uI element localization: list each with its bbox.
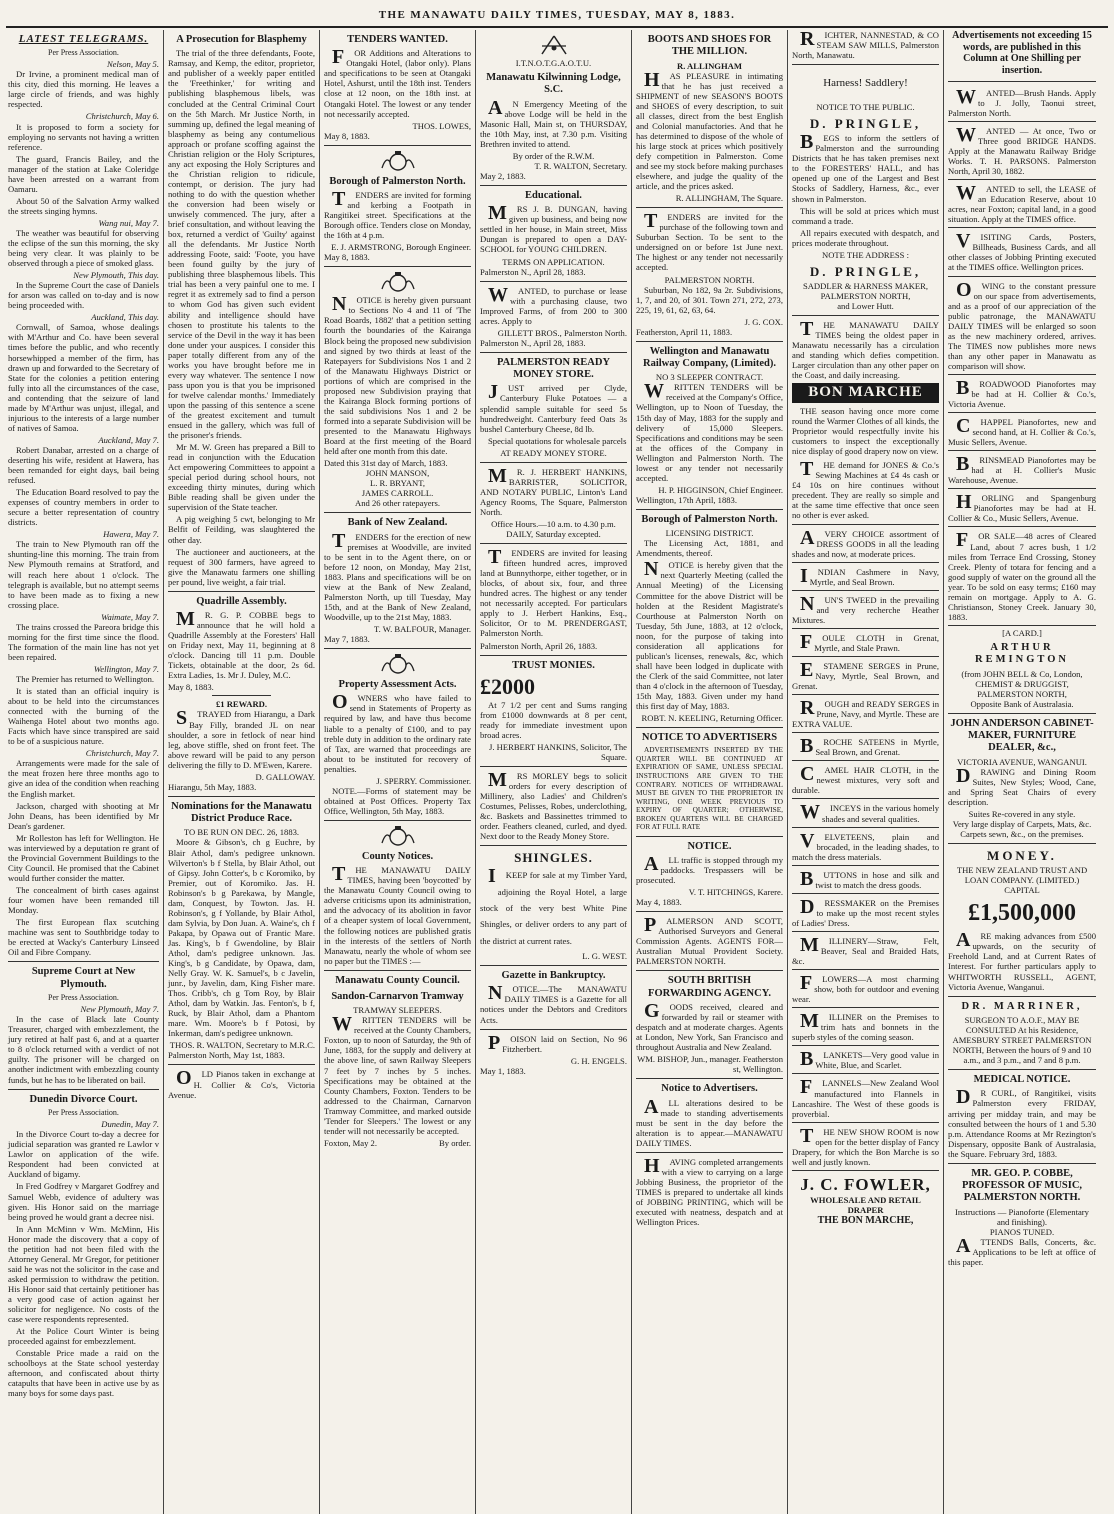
ad-text: TERMS ON APPLICATION. [502, 256, 605, 267]
ad-text: and Lower Hutt. [837, 301, 894, 312]
section-title: Dunedin Divorce Court. [29, 1093, 138, 1105]
draper-item: BUTTONS in hose and silk and twist to match the dress goods. [792, 868, 939, 894]
telegram-text: The Education Board resolved to pay the expenses of country members in order to secure a better representation of country districts. [8, 487, 159, 528]
dateline: Hawera, May 7. [103, 529, 159, 540]
draper-item: AVERY CHOICE assortment of DRESS GOODS in all the leading shades and now, at moderate prices. [792, 527, 939, 563]
ad-signature: THOS. R. WALTON, Secretary to M.R.C. [169, 1040, 315, 1051]
divider [948, 1163, 1096, 1164]
divider [480, 965, 627, 966]
section-title: LATEST TELEGRAMS. [18, 33, 149, 45]
ad-subheading: NOTICE TO THE PUBLIC. [816, 102, 915, 112]
dateline: Auckland, May 7. [98, 434, 159, 445]
column-1 [4, 30, 164, 1514]
ad-text: BEGS to inform the settlers of Palmerston and the surrounding Districts that he has taken premises next to the FORESTERS' HALL, and has opened up one of the Largest and Best Stocks of Saddlery, Harness, &c., ever shown in Palmerston. [792, 131, 939, 204]
dateline: Christchurch, May 7. [85, 748, 159, 759]
ad-signature: JOHN MANSON, [365, 468, 430, 479]
draper-item: THE NEW SHOW ROOM is now open for the better display of Fancy Drapery, for which the Bon Marche is so well and justly known. [792, 1125, 939, 1171]
column-5 [632, 30, 788, 1514]
section-title: Notice to Advertisers. [661, 1083, 758, 1095]
ad-signature: JAMES CARROLL. [361, 488, 434, 499]
classified-item: OWING to the constant pressure on our space from advertisements, and as a proof of our appreciation of the public patronage, the MANAWATU DAILY TIMES will be enlarged so soon as the new machinery ordered, arrives. The TIMES now publishes more news than any other paper in Manawatu as comparison will show. [948, 279, 1096, 375]
ad-text: The Licensing Act, 1881, and Amendments, thereof. [636, 538, 783, 559]
telegram-text: The first European flax scutching machine was sent to Southbridge today to be erected at Wacky's Canterbury Linseed Oil and Fibre Company. [8, 917, 159, 958]
column-2 [164, 30, 320, 1514]
telegram-text: The trains crossed the Pareora bridge this morning for the first time since the flood. The formation of the main line has not yet been repaired. [8, 621, 159, 662]
ad-text: Suburban, No 182, 9a 2r. Subdivisions, 1, 7, and 20, of 301. Town 271, 272, 273, 225, 19, 61, 62, 63, 64. [636, 284, 783, 315]
ad-signature: T. W. BALFOUR, Manager. [374, 624, 471, 634]
divider [480, 185, 627, 186]
section-title: MEDICAL NOTICE. [973, 1074, 1071, 1086]
ad-text: WRITTEN TENDERS will be received at the County Chambers, Foxton, up to noon of Saturday, the 9th of June, 1883, for the supply and delivery at the above line, of sawn Railway Sleepers 7 feet by 7 inches by 5 inches. Specifications may be obtained at the County Chambers, Foxton. Tenders to be addressed to the Chairman, Carnarvon Tramway Committee, and marked outside 'Tender for Sleepers.' The lowest or any tender will not necessarily be accepted. [324, 1013, 471, 1136]
article-text: A pig weighing 5 cwt, belonging to Mr Belfit of Feilding, was slaughtered the other day. [168, 514, 315, 545]
section-title: A Prosecution for Blasphemy [176, 34, 307, 45]
ad-subheading: PALMERSTON NORTH. [664, 274, 755, 285]
ad-text: Very large display of Carpets, Mats, &c. [952, 818, 1092, 829]
divider [792, 315, 939, 316]
ad-signature: H. P. HIGGINSON, Chief Engineer. [658, 484, 783, 495]
ad-text: THE season having once more come round the Warmer Clothes of all kinds, the Proprietor would respectfully invite his customers to inspect the exceptionally nice display of good drapery now on view. [792, 405, 939, 457]
ad-text: By order of the R.W.M. [512, 150, 595, 161]
ad-text: TENDERS for the erection of new premises at Woodville, are invited to be sent in to the Agent there, on or before 12 noon, on Monday, May 21st, 1883. Plans and specifications will be on view at the Bank of New Zealand, Palmerston North, up till Tuesday, May 15th, and at the Bank of New Zealand, Woodville, up to the 21st May, 1883. [324, 529, 471, 622]
classified-item: WANTED to sell, the LEASE of an Education Reserve, about 10 acres, near Foxton; capital land, in a good situation. Apply at the TIMES office. [948, 182, 1096, 228]
article-text: Mr M. W. Green has prepared a Bill to read in conjunction with the Education Act empowering Committees to appoint a special period during school hours, not exceeding thirty minutes, during which Bible reading shall be given under the supervision of the State teacher. [168, 442, 315, 513]
draper-item: WINCEYS in the various homely shades and several qualities. [792, 801, 939, 827]
ad-date: Palmerston N., April 28, 1883. [480, 337, 586, 348]
section-title: Sandon-Carnarvon Tramway [331, 990, 464, 1002]
ad-date: Dated this 31st day of March, 1883. [324, 458, 448, 469]
column-3 [320, 30, 476, 1514]
ad-signature: GILLETT BROS., Palmerston North. [497, 327, 627, 338]
draper-item: VELVETEENS, plain and brocaded, in the leading shades, to match the dress materials. [792, 830, 939, 866]
divider [324, 145, 471, 146]
ad-heading: R. ALLINGHAM [677, 60, 742, 71]
ad-text: AT READY MONEY STORE. [500, 447, 607, 458]
section-title: SHINGLES. [514, 850, 593, 866]
ad-banner: BON MARCHE [792, 383, 939, 403]
section-title: Manawatu County Council. [335, 974, 460, 986]
dateline: New Plymouth, May 7. [80, 1004, 159, 1015]
ad-subheading: LICENSING DISTRICT. [665, 528, 754, 539]
ad-text: RICHTER, NANNESTAD, & CO STEAM SAW MILLS, Palmerston North, Manawatu. [792, 30, 939, 61]
ad-text: PALMERSON AND SCOTT, Authorised Surveyors and General Commission Agents. AGENTS FOR—Australian Mutual Provident Society. PALMERSTON NORTH. [636, 914, 783, 967]
ad-text: TENDERS are invited for forming and kerbing a Footpath in Rangitikei street. Specifications at the Borough office. Tenders close on Monday, the 16th at 4 p.m. [324, 187, 471, 241]
ad-signature: WM. BISHOP, Jun., manager. Featherston st, Wellington. [637, 1054, 783, 1075]
lodge-code: I.T.N.O.T.G.A.O.T.U. [515, 58, 592, 68]
section-title: Bank of New Zealand. [347, 517, 448, 529]
classified-list [948, 86, 1096, 626]
ad-heading: J. C. FOWLER, [800, 1174, 931, 1194]
classified-item: FOR SALE—48 acres of Cleared Land, about 7 acres bush, 1 1/2 miles from Terrace End Crossing, Stoney Creek. Plenty of totara for fencing and a good supply of water on the ground all the year. To be sold on easy terms; £160 may remain on mortgage. Apply to A. G. Christianson, Stoney Creek. January 30, 1883. [948, 529, 1096, 625]
ad-date: Featherston, April 11, 1883. [636, 326, 733, 337]
masthead: THE MANAWATU DAILY TIMES, TUESDAY, MAY 8, 1883. [6, 4, 1108, 28]
ad-text: PALMERSTON NORTH, [820, 291, 911, 302]
ad-text: POISON laid on Section, No 96 Fitzherbert. [488, 1031, 627, 1054]
divider [324, 970, 471, 971]
section-title: Educational. [525, 189, 582, 201]
classified-item: BRINSMEAD Pianofortes may be had at H. Collier's Music Warehouse, Avenue. [948, 453, 1096, 489]
ad-text: OWNERS who have failed to send in Statements of Property as required by law, and have thus become liable to a penalty of £100, and to pay treble duty in addition to the ordinary rate of Tax, are warned that proceedings are about to be instituted for recovery of penalties. [324, 691, 471, 774]
ad-date: Foxton, May 2. [324, 1137, 377, 1148]
telegram-text: Arrangements were made for the sale of the meat frozen here three months ago to give an idea of the condition when reaching the English market. [8, 758, 159, 799]
ad-text: SADDLER & HARNESS MAKER, [802, 281, 929, 292]
ad-text: MRS J. B. DUNGAN, having given up business, and being now settled in her house, in Main street, Miss Dungan is prepared to open a DAY-SCHOOL for YOUNG CHILDREN. [480, 202, 627, 255]
ad-subheading: TRAMWAY SLEEPERS. [353, 1005, 442, 1016]
classified-item: CHAPPEL Pianofortes, new and second hand, at H. Collier & Co.'s, Music Sellers, Avenue. [948, 415, 1096, 451]
section-title: Borough of Palmerston North. [329, 175, 466, 187]
telegram-text: The concealment of birth cases against four women have been remanded till Monday. [8, 884, 159, 916]
ad-signature: R. ALLINGHAM, The Square. [675, 193, 783, 204]
draper-item: ESTAMENE SERGES in Prune, Navy, Myrtle, Seal Brown, and Grenat. [792, 659, 939, 695]
ad-text: CAPITAL [1004, 885, 1040, 896]
ad-text: FOR Additions and Alterations to Otangaki Hotel, (labor only). Plans and specifications to be seen at Otangaki Hotel, Ashurst, until the 18th inst. Tenders close at 12 noon, on the 18th inst. at Otangaki Hotel. The lowest or any tender not necessarily accepted. [324, 46, 471, 119]
telegram-text: It is proposed to form a society for employing no servants not having a written reference. [8, 121, 159, 152]
section-title: TENDERS WANTED. [347, 34, 448, 45]
ad-signature: E. J. ARMSTRONG, Borough Engineer. [331, 242, 471, 253]
column-4 [476, 30, 632, 1514]
ad-date: May 8, 1883. [324, 130, 370, 141]
divider [480, 845, 627, 846]
divider [480, 766, 627, 767]
telegram-text: The train to New Plymouth ran off the shunting-line this morning. The train from New Plymouth remains at Stratford, and will reach here about 1 o'clock. The telegraph is available, but no attempt seems to have been made as to fixing a new crossing place. [8, 539, 159, 610]
draper-item: MILLINER on the Premises to trim hats and bonnets in the superb styles of the coming season. [792, 1010, 939, 1046]
ad-heading: D. PRINGLE, [809, 116, 922, 132]
divider [324, 266, 471, 267]
draper-item: NUN'S TWEED in the prevailing and very recherche Heather Mixtures. [792, 593, 939, 629]
telegram-text: The Premier has returned to Wellington. [16, 673, 155, 684]
divider [324, 648, 471, 649]
ad-date: May 7, 1883. [324, 634, 370, 645]
ad-text: MR. J. HERBERT HANKINS, BARRISTER, SOLICITOR, AND NOTARY PUBLIC, Linton's Land Agency Rooms, The Square, Palmerston North. [480, 464, 627, 517]
section-title: Quadrille Assembly. [196, 595, 287, 607]
ad-signature: D. GALLOWAY. [255, 771, 315, 782]
ad-date: May 8, 1883. [324, 252, 370, 263]
divider [636, 727, 783, 728]
divider [636, 1078, 783, 1079]
column-7 [944, 30, 1100, 1514]
ad-heading: ARTHUR REMINGTON [975, 641, 1069, 666]
section-title: Borough of Palmerston North. [641, 513, 778, 525]
ad-text: DRAWING and Dining Room Suites, New Styles; Wood, Cane, and Spring Seat Chairs of every description. [948, 764, 1096, 807]
ad-text: Carpets sewn, &c., on the premises. [960, 828, 1084, 839]
draper-item: CAMEL HAIR CLOTH, in the newest mixtures, very soft and durable. [792, 763, 939, 799]
telegram-text: It is stated than an official inquiry is about to be held into the circumstances connected with the burning of the Waihenga Hotel about two months ago. Facts which have since transpired are said to be of a suspicious nature. [8, 686, 159, 747]
ad-text: MRS MORLEY begs to solicit orders for every description of Millinery, also Ladies' and Children's Costumes, Pelisses, Robes, underclothing, &c. Baskets and Bassinettes trimmed to order. Feathers cleaned, curled, and dyed. Next door to the Ready Money Store. [480, 768, 627, 842]
section-title: Property Assessment Acts. [338, 679, 457, 691]
ad-text: [A CARD.] [1002, 627, 1042, 638]
divider [636, 207, 783, 208]
ad-signature: L. G. WEST. [582, 951, 627, 962]
ad-heading: DR. MARRINER, [961, 1000, 1083, 1012]
ad-text: NOTICE is hereby given pursuant to Sections No 4 and 11 of 'The Road Boards, 1882' that a petition setting fourth the boundaries of the Kairanga Block being the proposed new subdivision and signed by two thirds at least of the Ratepayers for Subdivisions Nos 1 and 2 of the Manawatu Highways District or portions of which are comprised in the proposed new Subdivision praying that the Kairanga Block forming portions of the said subdivisions Nos 1 and 2 be formed into a separate Subdivision will be presented to the Manawatu Highways Board at the first meeting of the Board held after one month from this date. [324, 293, 471, 457]
ad-text: Opposite Bank of Australasia. [970, 698, 1074, 709]
ad-date: May 1, 1883. [480, 1065, 526, 1076]
ad-text: PIANOS TUNED. [989, 1226, 1055, 1237]
ad-text: TENDERS are invited for leasing fifteen hundred acres, improved land at Bunnythorpe, either together, or in blocks, of about six, four, and three hundred acres. The highest or any tender not necessarily accepted. For particulars apply to J. Herbert Hankins, Esq., Solicitor, Or to M. PRENDERGAST, Palmerston North. [480, 546, 627, 639]
ad-text: WANTED, to purchase or lease with a purchasing clause, two Improved Farms, of from 200 to 300 acres. Apply to [480, 283, 627, 326]
draper-item: DRESSMAKER on the Premises to make up the most recent styles of Ladies' Dress. [792, 896, 939, 932]
section-title: Wellington and Manawatu Railway Company, (Limited). [642, 345, 776, 370]
divider [168, 1064, 315, 1065]
draper-item: BROCHE SATEENS in Myrtle, Seal Brown, and Grenat. [792, 735, 939, 761]
column-notice: Advertisements not exceeding 15 words, are published in this Column at One Shilling per insertion. [952, 30, 1092, 77]
divider [948, 713, 1096, 714]
article-text: At the Police Court Winter is being proceeded against for embezzlement. [8, 1326, 159, 1347]
article-text: In the Divorce Court to-day a decree for judicial separation was granted re Lawlor v Lawlor on application of the wife. Respondent had been convicted at Auckland of bigamy. [8, 1129, 159, 1180]
section-title: Manawatu Kilwinning Lodge, S.C. [486, 72, 621, 96]
ad-text: VICTORIA AVENUE, WANGANUI. [957, 756, 1087, 767]
divider [636, 911, 783, 912]
draper-item: ROUGH and READY SERGES in Prune, Navy, and Myrtle. These are EXTRA VALUE. [792, 697, 939, 733]
agency-line: Per Press Association. [48, 992, 119, 1002]
draper-item: FLANNELS—New Zealand Wool manufactured into Flannels in Lancashire. The West of these goods is proverbial. [792, 1076, 939, 1122]
royal-crest-icon [378, 271, 418, 293]
divider [636, 970, 783, 971]
draper-item: MILLINERY—Straw, Felt, Beaver, Seal and Braided Hats, &c. [792, 934, 939, 970]
ad-heading: MR. GEO. P. COBBE, PROFESSOR OF MUSIC, PALMERSTON NORTH. [961, 1167, 1083, 1204]
telegram-text: Jackson, charged with shooting at Mr John Deans, has been identified by Mr Dean's gardener. [8, 800, 159, 831]
ad-text: ARE making advances from £500 upwards, on the security of Freehold Land, and at Current Rates of Interest. For further particulars apply to WHITWORTH RUSSELL, AGENT, Victoria Avenue, Wanganui. [948, 929, 1096, 992]
ad-text: NOTE.—Forms of statement may be obtained at Post Offices. Property Tax Office, Wellington, 5th May, 1883. [324, 785, 471, 816]
draper-item: BLANKETS—Very good value in White, Blue, and Scarlet. [792, 1048, 939, 1074]
ad-text: THE NEW ZEALAND TRUST AND LOAN COMPANY. (LIMITED.) [956, 865, 1088, 886]
section-title: NOTICE TO ADVERTISERS [641, 732, 778, 744]
ad-signature: ROBT. N. KEELING, Returning Officer. [641, 713, 783, 724]
draper-item: FOULE CLOTH in Grenat, Myrtle, and Stale Prawn. [792, 631, 939, 657]
dateline: New Plymouth, This day. [73, 270, 159, 281]
draper-item: THE demand for JONES & Co.'s Sewing Machines at £4 4s cash or £4 10s on hire continues without precedent. They are really so simple and at the same time effective that once seen no other is ever asked. [792, 458, 939, 524]
dateline: Auckland, This day. [91, 312, 159, 323]
dateline: Christchurch, May 6. [85, 111, 159, 122]
section-title: TRUST MONIES. [512, 659, 595, 671]
ad-date: Palmerston N., April 28, 1883. [480, 266, 586, 277]
ad-date: May 8, 1883. [168, 682, 214, 693]
telegram-text: About 50 of the Salvation Army walked the streets singing hymns. [8, 195, 159, 216]
ad-text: OLD Pianos taken in exchange at H. Collier & Co's, Victoria Avenue. [168, 1067, 315, 1100]
ad-signature: T. R. WALTON, Secretary. [534, 160, 627, 171]
ad-signature: V. T. HITCHINGS, Karere. [688, 887, 783, 898]
divider [480, 543, 627, 544]
section-title: Supreme Court at New Plymouth. [31, 966, 136, 990]
ad-text: JUST arrived per Clyde, Canterbury Fluke Potatoes — a splendid sample suitable for seed 5s hundredweight. Canterbury feed Oats 3s bushel Canterbury Cheese, 8d lb. [480, 381, 627, 434]
dateline: Nelson, May 5. [106, 59, 159, 70]
divider [948, 81, 1096, 82]
royal-crest-icon [378, 150, 418, 172]
classified-item: WANTED—Brush Hands. Apply to J. Jolly, Taonui street, Palmerston North. [948, 86, 1096, 122]
dateline: Wellington, May 7. [93, 663, 159, 674]
ad-date: May 2, 1883. [480, 170, 526, 181]
ad-heading: D. PRINGLE, [809, 263, 922, 279]
dateline: Waimate, May 7. [101, 611, 159, 622]
columns [4, 30, 1110, 1514]
royal-crest-icon [378, 653, 418, 675]
column-6 [788, 30, 944, 1514]
article-text: The trial of the three defendants, Foote, Ramsay, and Kemp, the editor, proprietor, and publisher of a weekly paper entitled the 'Freethinker,' for writing and publishing blasphemous libels, was concluded at the Central Criminal Court on the 5th March. Mr Justice North, in summing up, defined the legal meaning of blasphemy as being any contumelious approach or profane scoffing against the Christian religion or the Holy Scriptures, any act exposing the Holy Scriptures and the Christian religion to ridicule, contempt, or derision. The jury had nothing to do with the question whether the conversion had been wisely or unwisely commenced. The jury, after a brief consultation, and without leaving the box, returned a verdict of 'Guilty' against all the defendants. Mr Justice North addressing Foote, said: 'Foote, you have been found guilty by the jury of publishing three blasphemous libels. This trial has been a very painful one to me. I regret it as extremely sad to find a person to whom God has given such evident ability and intelligence should have chosen to prostitute his talents to the service of the Devil in the way it has been done under your auspices. I consider this paper totally different from any of the works you have brought before me in every way whatever. The sentence I now pass upon you is that you be imprisoned for twelve calendar months.' Immediately upon the passing of this sentence a scene of the greatest excitement and tumult ensued in the gallery, which was full of the prisoner's friends. [168, 48, 315, 441]
section-title: Gazette in Bankruptcy. [501, 970, 606, 982]
ad-text: NOTICE is hereby given that the next Quarterly Meeting (called the Annual Meeting) of the Licensing Committee for the above District will be holden at the Resident Magistrate's Courthouse at Palmerston North on Tuesday, 5th June, 1883, at 12 o'clock, noon, for the purpose of taking into consideration all applications for publican's licenses, renewals, &c, which shall have been lodged in duplicate with the Clerk of the said Committee, not later than 4 o'clock in the afternoon of Tuesday, 15th May, 1883. Given under my hand this first day of May, 1883. [636, 558, 783, 712]
divider [948, 843, 1096, 844]
ad-text: WRITTEN TENDERS will be received at the Company's Office, Wellington, up to Noon of Tuesday, the 15th day of May, 1883 for the supply and delivery of 15,000 Sleepers. Specifications and conditions may be seen at the offices of the Company in Wellington and Palmerston North. The lowest or any tender not necessarily accepted. [636, 380, 783, 483]
article-text: In the case of Black late County Treasurer, charged with embezzlement, the jury retired at half past 6, and at a quarter to 8 o'clock returned with a verdict of not guilty. The prisoner will be charged on another indictment with embezzling county funds, but he has to be liberated on bail. [8, 1014, 159, 1085]
ad-subheading: NO 3 SLEEPER CONTRACT. [655, 372, 764, 383]
ad-date: May 4, 1883. [636, 897, 682, 908]
divider [636, 1152, 783, 1153]
ad-text: ADVERTISEMENTS INSERTED BY THE QUARTER WILL BE CONTINUED AT EXPIRATION OF SAME, UNLESS SPECIAL INSTRUCTIONS ARE GIVEN TO THE CONTRARY. NOTICES OF WITHDRAWAL MUST BE GIVEN TO THE PROPRIETOR IN WRITING, ONE WEEK PREVIOUS TO EXPIRY OF QUARTER; OTHERWISE, BROKEN QUARTERS WILL BE CHARGED FOR AT FULL RATE [636, 745, 783, 832]
section-title: Nominations for the Manawatu District Produce Race. [171, 800, 312, 825]
royal-crest-icon [378, 825, 418, 847]
agency-line: Per Press Association. [48, 1107, 119, 1117]
section-title: County Notices. [361, 850, 434, 862]
ad-date: Palmerston North, May 1st, 1883. [168, 1050, 285, 1061]
divider [792, 64, 939, 65]
agency-line: Per Press Association. [48, 47, 119, 57]
section-title: BOOTS AND SHOES FOR THE MILLION. [647, 34, 772, 58]
ad-text: AN Emergency Meeting of the above Lodge will be held in the Masonic Hall, Main st, on THURSDAY, the 10th May, inst, at 7.30 p.m. Visiting Brethren invited to attend. [480, 96, 627, 149]
divider [636, 509, 783, 510]
ad-text: THE BON MARCHE, [817, 1214, 914, 1226]
ad-text: At 7 1/2 per cent and Sums ranging from £1000 downwards at 8 per cent, ready for immediate investment upon broad acres. [480, 699, 627, 740]
money-amount: £1,500,000 [968, 900, 1076, 927]
article-text: In Fred Godfrey v Margaret Godfrey and Samuel Webb, evidence of adultery was given. His Honor said on the marriage being proved he would grant a decree nisi. [8, 1181, 159, 1222]
telegram-text: Dr Irvine, a prominent medical man of this city, died this morning. He leaves a large circle of friends, and was highly respected. [8, 69, 159, 110]
ad-text: STRAYED from Hiarangu, a Dark Bay Filly, branded JL on near shoulder, a sore in fetlock of near hind leg, above stiffle, shed on front feet. The above reward will be paid to any person delivering the filly to D. M'Ewen, Karere. [168, 707, 315, 770]
ad-text: All repairs executed with despatch, and prices moderate throughout. [792, 227, 939, 248]
ad-heading: £1 REWARD. [215, 699, 268, 710]
ad-subheading: TO BE RUN ON DEC. 26, 1883. [183, 827, 300, 838]
telegram-text: The weather was beautiful for observing the eclipse of the sun this morning, the sky being very clear. It was plainly to be observed through a piece of smoked glass. [8, 227, 159, 269]
dateline: Wang nui, May 7. [98, 217, 159, 228]
divider [8, 1089, 159, 1090]
article-text: Constable Price made a raid on the schoolboys at the State school yesterday afternoon, and confiscated about thirty catapults that have been in active use by as many boys for some days past. [8, 1348, 159, 1399]
ad-text: (from JOHN BELL & Co, London, CHEMIST & DRUGGIST, [961, 668, 1083, 689]
divider [480, 655, 627, 656]
ad-signature: J. HERBERT HANKINS, Solicitor, The Square. [489, 741, 627, 762]
ad-text: HAVING completed arrangements with a view to carrying on a large Jobbing Business, the proprietor of the TIMES is prepared to undertake all kinds of JOBBING PRINTING, which will be executed with neatness, despatch and at Wellington Prices. [636, 1154, 783, 1228]
ad-signature: THOS. LOWES, [412, 120, 471, 131]
masonic-emblem-icon [534, 34, 574, 56]
divider [636, 341, 783, 342]
ad-text: Special quotations for wholesale parcels [488, 435, 627, 446]
divider [480, 352, 627, 353]
ad-signature: G. H. ENGELS. [570, 1055, 627, 1066]
ad-signature: And 26 other ratepayers. [355, 498, 440, 509]
telegram-text: In the Supreme Court the case of Daniels for arson was called on to-day and is now being proceeded with. [8, 280, 159, 311]
ad-signature: By order. [439, 1137, 471, 1148]
ad-footer [324, 1138, 471, 1148]
money-amount: £2000 [480, 673, 535, 699]
divider [636, 836, 783, 837]
classified-item: BROADWOOD Pianofortes may be had at H. Collier & Co.'s, Victoria Avenue. [948, 377, 1096, 413]
telegram-text: Cornwall, of Samoa, whose dealings with M'Arthur and Co. have been several times before the public, and who recently horsewhipped a member of the firm, has drawn up and forwarded to the Secretary of State for the colonies a petition entering fully into all the circumstances of the case, and contending that the seizure of land made by M'Arthur was unjust, illegal, and injurious to the interests of a large number of natives of Samoa. [8, 322, 159, 433]
ad-text: NOTICE.—The MANAWATU DAILY TIMES is a Gazette for all notices under the Debtors and Creditors Acts. [480, 982, 627, 1025]
divider [324, 512, 471, 513]
divider [480, 462, 627, 463]
section-title: NOTICE. [687, 840, 732, 852]
article-text: In Ann McMinn v Wm. McMinn, His Honor made the discovery that a copy of the petition had not been filed with the Attorney General. Mr Gregor, for petitioner said he was not the solicitor in the case and asked permission to withdraw the petition. His Honor said that certainly petitioner has a very good case of action against her solicitor for negligence. No costs of the case were respondents represented. [8, 1223, 159, 1325]
article-text: The auctioneer and auctioneers, at the request of 300 farmers, have agreed to give the Manawatu farmers one shilling per pound, live weight, a fair trial. [168, 546, 315, 587]
ad-text: Office Hours.—10 a.m. to 4.30 p.m. DAILY, Saturday excepted. [491, 519, 616, 540]
ad-text: SURGEON TO A.O.F., MAY BE CONSULTED At his Residence, AMESBURY STREET PALMERSTON NORTH, Between the hours of 9 and 10 a.m., and 3 p.m., and 7 and 8 p.m. [952, 1014, 1092, 1066]
ad-heading: Harness! Saddlery! [823, 77, 908, 90]
ad-text: ATTENDS Balls, Concerts, &c. Applications to be left at office of this paper. [948, 1234, 1096, 1267]
classified-item: VISITING Cards, Posters, Billheads, Business Cards, and all other classes of Jobbing Printing executed at the TIMES office. Wellington prices. [948, 230, 1096, 276]
ad-date: Palmerston North, April 26, 1883. [480, 640, 598, 651]
divider [948, 1069, 1096, 1070]
ad-text: GOODS received, cleared and forwarded by rail or steamer with despatch and at moderate charges. Agents at London, New York, San Francisco and throughout Australia and New Zealand. [636, 1000, 783, 1053]
ad-heading: JOHN ANDERSON CABINET-MAKER, FURNITURE DEALER, &c., [950, 717, 1094, 754]
ad-text: TENDERS are invited for the purchase of the following town and Suburban Section. To be sent to the undersigned on or before 1st June next. The highest or any tender not necessarily accepted. [636, 210, 783, 273]
divider [480, 281, 627, 282]
divider [948, 996, 1096, 997]
divider [8, 961, 159, 962]
draper-list [792, 458, 939, 1171]
divider [324, 820, 471, 821]
section-title: PALMERSTON READY MONEY STORE. [496, 356, 611, 381]
ad-text: HAS PLEASURE in intimating that he has just received a SHIPMENT of new SEASON'S BOOTS and SHOES of every description, to suit all classes, direct from the best English and Colonial manufactories. And that he has determined to dispose of the whole of his large stock at prices which positively defy competition in Palmerston. Come and see my stock before making purchases elsewhere, and judge the quality of the article, and the prices asked. [636, 68, 784, 192]
telegram-text: The guard, Francis Bailey, and the manager of the station at Lake Coleridge have been arrested on a warrant from Oamaru. [8, 153, 159, 194]
ad-text: WHOLESALE AND RETAIL DRAPER [810, 1194, 921, 1215]
divider [168, 796, 315, 797]
draper-item: FLOWERS—A most charming show, both for outdoor and evening wear. [792, 972, 939, 1008]
telegram-text: Robert Danabar, arrested on a charge of deserting his wife, resident at Hawera, has been remanded for eight days, bail being refused. [8, 444, 159, 486]
divider [480, 1029, 627, 1030]
section-title: SOUTH BRITISH FORWARDING AGENCY. [648, 975, 771, 999]
ad-signature: J. G. COX. [744, 316, 783, 327]
ad-date: Hiarangu, 5th May, 1883. [168, 781, 257, 792]
ad-text: MR. G. P. COBBE begs to announce that he will hold a Quadrille Assembly at the Foresters' Hall on Friday next, May 11, beginning at 8 o'clock. Dancing till 11 p.m. Double Tickets, obtainable at the door, 2s 6d. Extra Ladies, 1s. Mr J. Duley, M.C. [168, 608, 315, 681]
ad-text: Suites Re-covered in any style. [968, 808, 1076, 819]
telegram-list [8, 59, 159, 957]
ad-text: THE MANAWATU DAILY TIMES being the oldest paper in Manawatu necessarily has a circulation and standing which defies competition. Larger circulation than any other paper on the Coast, and daily increasing. [792, 318, 939, 381]
ad-text: ALL traffic is stopped through my paddocks. Trespassers will be prosecuted. [636, 853, 783, 886]
ad-text: PALMERSTON NORTH, [977, 688, 1067, 699]
divider [212, 695, 271, 696]
classified-item: HORLING and Spangenburg Pianofortes may be had at H. Collier & Co., Music Sellers, Avenue. [948, 491, 1096, 527]
ad-text: IKEEP for sale at my Timber Yard, adjoining the Royal Hotel, a large stock of the very best White Pine Shingles, or deliver orders to any part of the district at current rates. [480, 865, 627, 946]
ad-signature: J. SPERRY. Commissioner. [376, 775, 471, 786]
ad-text: DR CURL, of Rangitikei, visits Palmerston every FRIDAY, arriving per midday train, and may be consulted between the hours of 1 and 5.30 p.m. Attendance Rooms at Mr Rezington's Dispensary, opposite Bank of Australasia, the Square. February 3rd, 1883. [948, 1086, 1096, 1159]
ad-signature: L. R. BRYANT, [370, 478, 425, 489]
ad-text: ALL alterations desired to be made to standing advertisements must be sent in the day before the alteration is to appear.—MANAWATU DAILY TIMES. [636, 1095, 783, 1148]
draper-item: INDIAN Cashmere in Navy, Myrtle, and Seal Brown. [792, 565, 939, 591]
ad-text: This will be sold at prices which must command a trade. [792, 205, 939, 226]
telegram-text: Mr Rolleston has left for Wellington. He was interviewed by a deputation re grant of the Provincial Government Buildings to the City Council. He promised that the Cabinet would further consider the matter. [8, 832, 159, 883]
dateline: Dunedin, May 7. [101, 1119, 159, 1130]
ad-text: Instructions — Pianoforte (Elementary and finishing). [955, 1206, 1089, 1227]
classified-item: WANTED — At once, Two or Three good BRIDGE HANDS. Apply at the Manawatu Railway Bridge Works. T. H. PARSONS. Palmerston North, April 30, 1882. [948, 124, 1096, 180]
ad-text: THE MANAWATU DAILY TIMES, having been 'boycotted' by the Manawatu County Council owing to adverse criticisms upon its administration, and the advocacy of its abolition in favor of a cheaper system of local Government, the following notices are published gratis in the interests of the settlers of North Manawatu, nearly the whole of whom see no paper but the TIMES :— [324, 863, 471, 966]
ad-text: NOTE THE ADDRESS : [822, 249, 909, 260]
article-text: Moore & Gibson's, ch g Euchre, by Blair Athol, dam's pedigree unknown. Wilverton's b f Stella, by Blair Athol, out of Gipsy. John Cotter's, b c Koromiko, by Premier, out of Koromiko. Jas. H. Robinson's b g Parekawa, by Mangle, dam, Conquest, by Towton. Jas. H. Robinson's, g f Yollande, by Blair Athol, dam Sylvia, by Don Juan. A. Waine's, ch f Pakapa, by Opawa out of Frantic Mare. Jas. King's, b f Gwendoline, by Blair Athol, dam's pedigree unknown. Jas. King's, b g Candidate, by Opawa, dam, Nelly Gray. W. K. Samuel's, b c Javelin, junr., by Javelin, dam, King Fisher mare. Thos. Cribb's, ch g Tom Roy, by Blair Athol, dam by Watkin. Jas. Fenton's, b f, Ruck, by Blair Athol, dam a Phantom mare. Wm. Moore's b f Potosi, by Inkerman, dam's pedigree unknown. [168, 837, 315, 1039]
ad-date: Wellington, 17th April, 1883. [636, 494, 737, 505]
ad-heading: MONEY. [987, 847, 1057, 863]
divider [168, 591, 315, 592]
